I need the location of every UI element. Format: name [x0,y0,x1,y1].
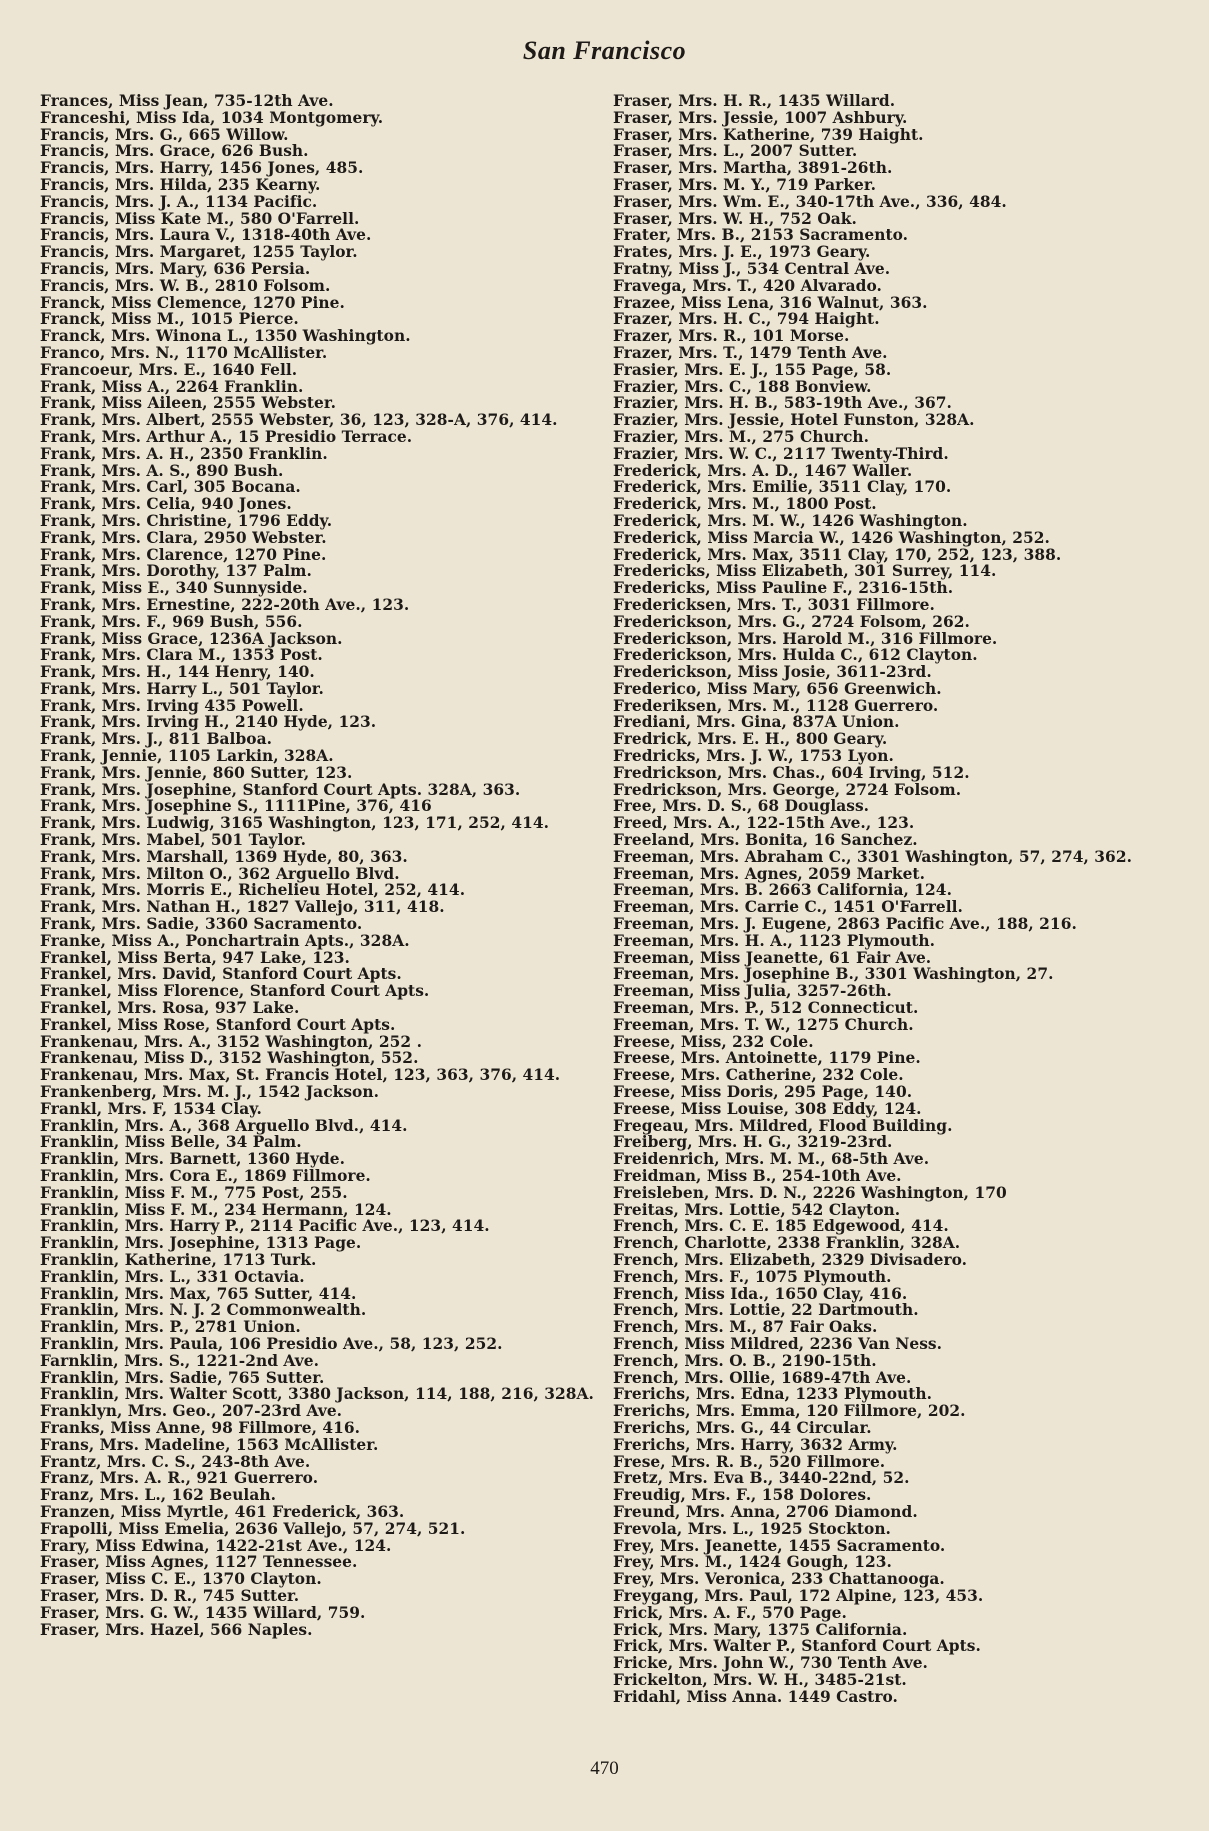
directory-entry: Fraser, Mrs. Katherine, 739 Haight. [613,125,924,144]
directory-entry: Freudig, Mrs. F., 158 Dolores. [613,1486,872,1505]
directory-entry: Franklin, Mrs. Walter Scott, 3380 Jackson, 114, 188, 216, 328A. [40,1385,594,1404]
directory-entry: Frazer, Mrs. H. C., 794 Haight. [613,310,880,329]
directory-entry: French, Mrs. Ollie, 1689-47th Ave. [613,1368,912,1387]
directory-entry: Freund, Mrs. Anna, 2706 Diamond. [613,1502,918,1521]
directory-entry: Frank, Mrs. Irving H., 2140 Hyde, 123. [40,713,377,732]
directory-entry: Freeman, Miss Jeanette, 61 Fair Ave. [613,948,932,967]
directory-entry: Franklin, Mrs. A., 368 Arguello Blvd., 414. [40,1116,408,1135]
directory-entry: Freeman, Mrs. Carrie C., 1451 O'Farrell. [613,898,963,917]
directory-entry: Francis, Mrs. Margaret, 1255 Taylor. [40,243,358,262]
directory-entry: Franklin, Mrs. N. J. 2 Commonwealth. [40,1301,367,1320]
directory-entry: Fratny, Miss J., 534 Central Ave. [613,259,891,278]
directory-entry: Frank, Mrs. Harry L., 501 Taylor. [40,679,324,698]
directory-entry: Freeland, Mrs. Bonita, 16 Sanchez. [613,831,918,850]
directory-entry: Frerichs, Mrs. G., 44 Circular. [613,1418,872,1437]
directory-entry: Franck, Miss Clemence, 1270 Pine. [40,293,345,312]
directory-entry: Frary, Miss Edwina, 1422-21st Ave., 124. [40,1536,392,1555]
directory-entry: Frans, Mrs. Madeline, 1563 McAllister. [40,1435,379,1454]
directory-entry: Frank, Mrs. Marshall, 1369 Hyde, 80, 363. [40,847,408,866]
directory-entry: Frank, Miss A., 2264 Franklin. [40,377,304,396]
directory-entry: Franklin, Mrs. Harry P., 2114 Pacific Ave., 123, 414. [40,1217,490,1236]
directory-entry: Franck, Mrs. Winona L., 1350 Washington. [40,327,411,346]
directory-entry: Frater, Mrs. B., 2153 Sacramento. [613,226,909,245]
directory-entry: Frates, Mrs. J. E., 1973 Geary. [613,243,871,262]
directory-entry: Frazier, Mrs. M., 275 Church. [613,427,870,446]
directory-entry: Frick, Mrs. Walter P., Stanford Court Apts. [613,1637,981,1656]
directory-entry: Frank, Mrs. Josephine S., 1111Pine, 376, 416 [40,797,432,816]
directory-entry: Freese, Mrs. Antoinette, 1179 Pine. [613,1049,921,1068]
directory-entry: Frankenau, Miss D., 3152 Washington, 552. [40,1049,419,1068]
directory-entry: Fridahl, Miss Anna. 1449 Castro. [613,1687,898,1706]
directory-entry: Frank, Miss Grace, 1236A Jackson. [40,629,343,648]
directory-entry: Frankl, Mrs. F, 1534 Clay. [40,1099,262,1118]
directory-entry: Farnklin, Mrs. S., 1221-2nd Ave. [40,1351,320,1370]
directory-entry: Frazee, Miss Lena, 316 Walnut, 363. [613,293,928,312]
directory-entry: Frank, Mrs. J., 811 Balboa. [40,730,273,749]
directory-entry: Francis, Mrs. J. A., 1134 Pacific. [40,192,318,211]
directory-entry: Frederickson, Mrs. G., 2724 Folsom, 262. [613,612,970,631]
directory-entry: Fraser, Mrs. G. W., 1435 Willard, 759. [40,1603,366,1622]
directory-entry: Frank, Mrs. Josephine, Stanford Court Apts. 328A, 363. [40,780,521,799]
directory-entry: Frapolli, Miss Emelia, 2636 Vallejo, 57, 274, 521. [40,1519,466,1538]
directory-entry: Fregeau, Mrs. Mildred, Flood Building. [613,1116,953,1135]
directory-entry: Franceshi, Miss Ida, 1034 Montgomery. [40,108,384,127]
directory-entry: Frederico, Miss Mary, 656 Greenwich. [613,679,942,698]
directory-entry: Frank, Jennie, 1105 Larkin, 328A. [40,747,334,766]
directory-entry: Freidman, Miss B., 254-10th Ave. [613,1167,902,1185]
directory-entry: Frederiksen, Mrs. M., 1128 Guerrero. [613,696,939,715]
directory-column-right [613,93,1181,1706]
directory-entry: Frederick, Mrs. Emilie, 3511 Clay, 170. [613,478,952,497]
directory-entry: Fredrickson, Mrs. George, 2724 Folsom. [613,780,962,799]
directory-entry: Franz, Mrs. L., 162 Beulah. [40,1486,276,1505]
directory-entry: Frankel, Miss Berta, 947 Lake, 123. [40,948,350,967]
directory-entry: Frantz, Mrs. C. S., 243-8th Ave. [40,1452,311,1471]
directory-entry: Freese, Miss Louise, 308 Eddy, 124. [613,1099,922,1118]
directory-entry: Freeman, Mrs. Josephine B., 3301 Washington, 27. [613,965,1054,984]
directory-entry: Freeman, Mrs. Agnes, 2059 Market. [613,864,925,883]
directory-entry: Freygang, Mrs. Paul, 172 Alpine, 123, 453. [613,1586,984,1605]
directory-entry: Frerichs, Mrs. Emma, 120 Fillmore, 202. [613,1402,966,1421]
directory-entry: Frederick, Mrs. A. D., 1467 Waller. [613,461,913,480]
directory-entry: Francis, Mrs. Mary, 636 Persia. [40,259,311,278]
directory-entry: Freidenrich, Mrs. M. M., 68-5th Ave. [613,1150,930,1169]
directory-entry: Franco, Mrs. N., 1170 McAllister. [40,343,328,362]
directory-entry: Freitas, Mrs. Lottie, 542 Clayton. [613,1200,901,1219]
directory-entry: Franzen, Miss Myrtle, 461 Frederick, 363. [40,1502,405,1521]
directory-entry: Fraser, Mrs. M. Y., 719 Parker. [613,175,877,194]
directory-entry: Frank, Mrs. Clarence, 1270 Pine. [40,545,327,564]
directory-entry: Francis, Mrs. Harry, 1456 Jones, 485. [40,159,364,178]
directory-entry: Freeman, Miss Julia, 3257-26th. [613,982,892,1001]
directory-entry: Frank, Mrs. Mabel, 501 Taylor. [40,831,307,850]
directory-entry: Franklin, Katherine, 1713 Turk. [40,1250,317,1269]
directory-entry: Frederick, Miss Marcia W., 1426 Washington, 252. [613,528,1050,547]
directory-entry: Frediani, Mrs. Gina, 837A Union. [613,713,900,732]
directory-entry: Frank, Mrs. Jennie, 860 Sutter, 123. [40,763,353,782]
directory-entry: Francis, Mrs. G., 665 Willow. [40,125,289,144]
directory-entry: French, Mrs. Lottie, 22 Dartmouth. [613,1301,919,1320]
directory-column-left [40,93,596,1638]
directory-entry: Frank, Mrs. Irving 435 Powell. [40,696,304,715]
directory-entry: Frankenberg, Mrs. M. J., 1542 Jackson. [40,1083,380,1102]
directory-entry: Fraser, Mrs. Hazel, 566 Naples. [40,1620,313,1639]
directory-entry: Franck, Miss M., 1015 Pierce. [40,310,299,329]
directory-entry: Freisleben, Mrs. D. N., 2226 Washington, 170 [613,1183,1007,1202]
directory-entry: Franklin, Miss F. M., 775 Post, 255. [40,1183,348,1202]
directory-entry: Frank, Mrs. Nathan H., 1827 Vallejo, 311, 418. [40,898,445,917]
directory-entry: Freese, Mrs. Catherine, 232 Cole. [613,1066,904,1085]
directory-entry: Frazier, Mrs. H. B., 583-19th Ave., 367. [613,394,952,413]
directory-entry: Fraser, Miss C. E., 1370 Clayton. [40,1570,322,1589]
directory-entry: Frevola, Mrs. L., 1925 Stockton. [613,1519,891,1538]
directory-entry: Frick, Mrs. Mary, 1375 California. [613,1620,908,1639]
directory-entry: Fricke, Mrs. John W., 730 Tenth Ave. [613,1654,928,1673]
directory-entry: Frederickson, Mrs. Harold M., 316 Fillmore. [613,629,998,648]
directory-entry: Frankel, Mrs. David, Stanford Court Apts. [40,965,402,984]
directory-entry: Frank, Mrs. Sadie, 3360 Sacramento. [40,915,363,934]
directory-entry: Frank, Mrs. Clara, 2950 Webster. [40,528,327,547]
directory-entry: Frank, Mrs. Albert, 2555 Webster, 36, 123, 328-A, 376, 414. [40,411,558,430]
directory-entry: Francoeur, Mrs. E., 1640 Fell. [40,360,298,379]
directory-entry: Frank, Mrs. Morris E., Richelieu Hotel, 252, 414. [40,881,466,900]
directory-entry: Frese, Mrs. R. B., 520 Fillmore. [613,1452,886,1471]
directory-entry: Francis, Mrs. W. B., 2810 Folsom. [40,276,331,295]
directory-entry: Frank, Mrs. H., 144 Henry, 140. [40,663,315,682]
directory-entry: Fredrickson, Mrs. Chas., 604 Irving, 512. [613,763,970,782]
directory-entry: Frankenau, Mrs. A., 3152 Washington, 252 . [40,1032,422,1051]
directory-entry: Freeman, Mrs. J. Eugene, 2863 Pacific Ave., 188, 216. [613,915,1077,934]
directory-entry: Frank, Mrs. Christine, 1796 Eddy. [40,511,333,530]
directory-entry: Frankel, Miss Rose, Stanford Court Apts. [40,1015,396,1034]
directory-entry: Frerichs, Mrs. Harry, 3632 Army. [613,1435,898,1454]
directory-entry: French, Mrs. C. E. 185 Edgewood, 414. [613,1217,949,1236]
directory-entry: Fredericksen, Mrs. T., 3031 Fillmore. [613,595,935,614]
directory-entry: Francis, Mrs. Laura V., 1318-40th Ave. [40,226,372,245]
directory-entry: Franz, Mrs. A. R., 921 Guerrero. [40,1469,319,1488]
directory-entry: Frank, Mrs. Milton O., 362 Arguello Blvd. [40,864,400,883]
directory-entry: Franklin, Mrs. Paula, 106 Presidio Ave., 58, 123, 252. [40,1334,503,1353]
directory-entry: Frederick, Mrs. Max, 3511 Clay, 170, 252, 123, 388. [613,545,1062,564]
directory-entry: Frank, Mrs. Ernestine, 222-20th Ave., 123. [40,595,410,614]
directory-entry: Frazier, Mrs. C., 188 Bonview. [613,377,872,396]
directory-entry: Franklin, Mrs. Max, 765 Sutter, 414. [40,1284,357,1303]
directory-entry: Frank, Mrs. Clara M., 1353 Post. [40,646,323,665]
page-number: 470 [590,1758,619,1779]
directory-entry: French, Mrs. O. B., 2190-15th. [613,1351,877,1370]
directory-entry: Freed, Mrs. A., 122-15th Ave., 123. [613,814,915,833]
directory-entry: Franklin, Mrs. P., 2781 Union. [40,1318,301,1337]
directory-entry: Frank, Mrs. Ludwig, 3165 Washington, 123, 171, 252, 414. [40,814,550,833]
directory-entry: Fraser, Mrs. H. R., 1435 Willard. [613,92,896,110]
directory-entry: Frederickson, Miss Josie, 3611-23rd. [613,663,932,682]
directory-entry: Freeman, Mrs. Abraham C., 3301 Washington, 57, 274, 362. [613,847,1132,866]
directory-entry: Frazer, Mrs. R., 101 Morse. [613,327,850,346]
directory-entry: Franke, Miss A., Ponchartrain Apts., 328A. [40,931,410,950]
directory-entry: Fretz, Mrs. Eva B., 3440-22nd, 52. [613,1469,910,1488]
directory-entry: Franklyn, Mrs. Geo., 207-23rd Ave. [40,1402,343,1421]
directory-entry: Frankel, Miss Florence, Stanford Court Apts. [40,982,430,1001]
directory-entry: Franklin, Mrs. Sadie, 765 Sutter. [40,1368,325,1387]
directory-entry: Fraser, Miss Agnes, 1127 Tennessee. [40,1553,358,1572]
directory-entry: Fredricks, Mrs. J. W., 1753 Lyon. [613,747,894,766]
directory-entry: Frasier, Mrs. E. J., 155 Page, 58. [613,360,892,379]
directory-entry: Franklin, Miss F. M., 234 Hermann, 124. [40,1200,392,1219]
directory-entry: French, Charlotte, 2338 Franklin, 328A. [613,1234,961,1253]
directory-entry: Freeman, Mrs. T. W., 1275 Church. [613,1015,914,1034]
directory-entry: Frederickson, Mrs. Hulda C., 612 Clayton. [613,646,978,665]
directory-entry: Frank, Mrs. Carl, 305 Bocana. [40,478,301,497]
directory-entry: Frazer, Mrs. T., 1479 Tenth Ave. [613,343,888,362]
directory-entry: Fraser, Mrs. W. H., 752 Oak. [613,209,857,228]
directory-entry: Fraser, Mrs. Jessie, 1007 Ashbury. [613,108,908,127]
directory-entry: Frickelton, Mrs. W. H., 3485-21st. [613,1670,907,1689]
directory-entry: Fravega, Mrs. T., 420 Alvarado. [613,276,882,295]
directory-entry: Fredrick, Mrs. E. H., 800 Geary. [613,730,888,749]
directory-entry: Francis, Mrs. Hilda, 235 Kearny. [40,175,321,194]
directory-entry: Frick, Mrs. A. F., 570 Page. [613,1603,847,1622]
directory-entry: Francis, Mrs. Grace, 626 Bush. [40,142,309,161]
directory-entry: French, Miss Ida., 1650 Clay, 416. [613,1284,908,1303]
directory-entry: Frazier, Mrs. Jessie, Hotel Funston, 328A. [613,411,975,430]
directory-entry: Frazier, Mrs. W. C., 2117 Twenty-Third. [613,444,949,463]
directory-entry: Frey, Mrs. Veronica, 233 Chattanooga. [613,1570,945,1589]
directory-entry: Frank, Mrs. Arthur A., 15 Presidio Terrace. [40,427,413,446]
directory-entry: Fraser, Mrs. Martha, 3891-26th. [613,159,893,178]
directory-entry: Frey, Mrs. M., 1424 Gough, 123. [613,1553,892,1572]
directory-entry: Fraser, Mrs. Wm. E., 340-17th Ave., 336, 484. [613,192,1007,211]
directory-entry: Frank, Mrs. A. H., 2350 Franklin. [40,444,328,463]
directory-entry: Freeman, Mrs. P., 512 Connecticut. [613,999,919,1018]
directory-entry: Francis, Miss Kate M., 580 O'Farrell. [40,209,360,228]
directory-entry: Frankenau, Mrs. Max, St. Francis Hotel, 123, 363, 376, 414. [40,1066,561,1085]
directory-entry: Freese, Miss Doris, 295 Page, 140. [613,1083,913,1102]
directory-entry: Franklin, Mrs. Barnett, 1360 Hyde. [40,1150,346,1169]
directory-entry: Frank, Miss Aileen, 2555 Webster. [40,394,337,413]
directory-entry: Frank, Mrs. F., 969 Bush, 556. [40,612,303,631]
directory-entry: Frances, Miss Jean, 735-12th Ave. [40,92,334,110]
directory-entry: Frank, Mrs. Celia, 940 Jones. [40,495,292,514]
directory-entry: Fraser, Mrs. D. R., 745 Sutter. [40,1586,300,1605]
directory-entry: Frank, Mrs. A. S., 890 Bush. [40,461,284,480]
directory-entry: French, Mrs. Elizabeth, 2329 Divisadero. [613,1250,968,1269]
directory-entry: French, Mrs. M., 87 Fair Oaks. [613,1318,878,1337]
directory-entry: Frey, Mrs. Jeanette, 1455 Sacramento. [613,1536,946,1555]
directory-entry: Franklin, Mrs. Cora E., 1869 Fillmore. [40,1167,371,1185]
directory-entry: Franklin, Mrs. L., 331 Octavia. [40,1267,305,1286]
directory-entry: Fredericks, Miss Elizabeth, 301 Surrey, 114. [613,562,997,581]
directory-entry: Franklin, Miss Belle, 34 Palm. [40,1133,302,1152]
directory-entry: Frederick, Mrs. M., 1800 Post. [613,495,877,514]
directory-entry: Franklin, Mrs. Josephine, 1313 Page. [40,1234,362,1253]
directory-entry: Freeman, Mrs. H. A., 1123 Plymouth. [613,931,936,950]
directory-entry: French, Mrs. F., 1075 Plymouth. [613,1267,892,1286]
directory-entry: Franks, Miss Anne, 98 Fillmore, 416. [40,1418,361,1437]
directory-entry: French, Miss Mildred, 2236 Van Ness. [613,1334,943,1353]
directory-entry: Frank, Miss E., 340 Sunnyside. [40,579,308,598]
directory-entry: Freiberg, Mrs. H. G., 3219-23rd. [613,1133,893,1152]
directory-entry: Frerichs, Mrs. Edna, 1233 Plymouth. [613,1385,933,1404]
directory-entry: Frank, Mrs. Dorothy, 137 Palm. [40,562,312,581]
directory-entry: Fraser, Mrs. L., 2007 Sutter. [613,142,858,161]
directory-entry: Frederick, Mrs. M. W., 1426 Washington. [613,511,968,530]
page-title: San Francisco [522,36,687,65]
directory-entry: Freese, Miss, 232 Cole. [613,1032,814,1051]
directory-entry: Freeman, Mrs. B. 2663 California, 124. [613,881,952,900]
directory-entry: Free, Mrs. D. S., 68 Douglass. [613,797,870,816]
directory-entry: Fredericks, Miss Pauline F., 2316-15th. [613,579,954,598]
directory-entry: Frankel, Mrs. Rosa, 937 Lake. [40,999,300,1018]
